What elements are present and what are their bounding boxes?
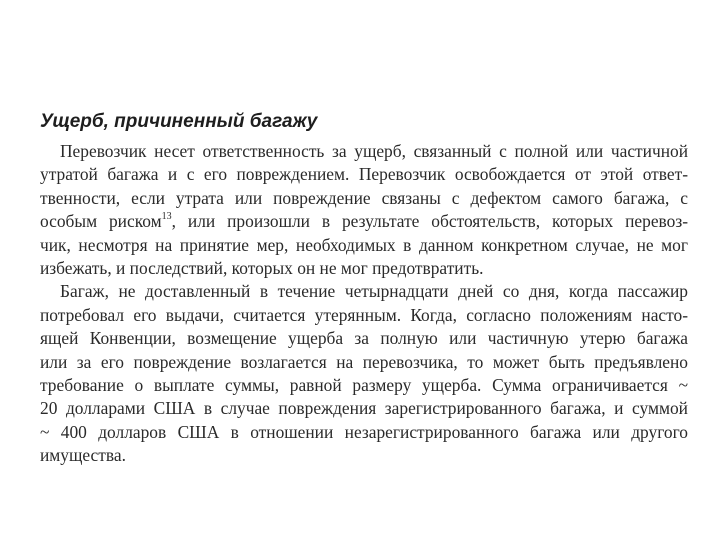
text-line: или за его повреждение возлагается на перевозчика, то может быть предъявлено bbox=[40, 351, 688, 372]
text-line: твенности, если утрата или повреждение связаны с дефектом самого багажа, с bbox=[40, 187, 688, 208]
footnote-reference: 13 bbox=[161, 211, 172, 223]
document-page bbox=[40, 110, 688, 468]
paragraph-1 bbox=[40, 140, 688, 280]
text-line: имущества. bbox=[40, 445, 126, 466]
text-line: избежать, и последствий, которых он не мог предотвратить. bbox=[40, 258, 484, 279]
text-line: Перевозчик несет ответственность за ущерб, связанный с полной или частичной bbox=[60, 141, 688, 161]
section-heading: Ущерб, причиненный багажу bbox=[40, 111, 318, 132]
text-line: Багаж, не доставленный в течение четырнадцати дней со дня, когда пассажир bbox=[60, 281, 688, 302]
text-line: потребовал его выдачи, считается утерянным. Когда, согласно положениям насто- bbox=[40, 304, 688, 325]
text-line: ~ 400 долларов США в отношении незарегистрированного багажа или другого bbox=[40, 421, 688, 442]
text-fragment: , или произошли в результате обстоятельств, которых перевоз- bbox=[171, 211, 688, 232]
text-line: требование о выплате суммы, равной размеру ущерба. Сумма ограничивается ~ bbox=[40, 375, 688, 396]
text-fragment: особым риском bbox=[40, 211, 162, 232]
paragraph-2 bbox=[40, 280, 688, 467]
text-line: утратой багажа и с его повреждением. Перевозчик освобождается от этой ответ- bbox=[40, 164, 688, 185]
text-line: чик, несмотря на принятие мер, необходимых в данном конкретном случае, не мог bbox=[40, 234, 688, 255]
text-line: 20 долларами США в случае повреждения зарегистрированного багажа, и суммой bbox=[40, 398, 688, 419]
text-line: ящей Конвенции, возмещение ущерба за полную или частичную утерю багажа bbox=[40, 328, 688, 349]
text-line-with-footnote bbox=[40, 210, 688, 233]
